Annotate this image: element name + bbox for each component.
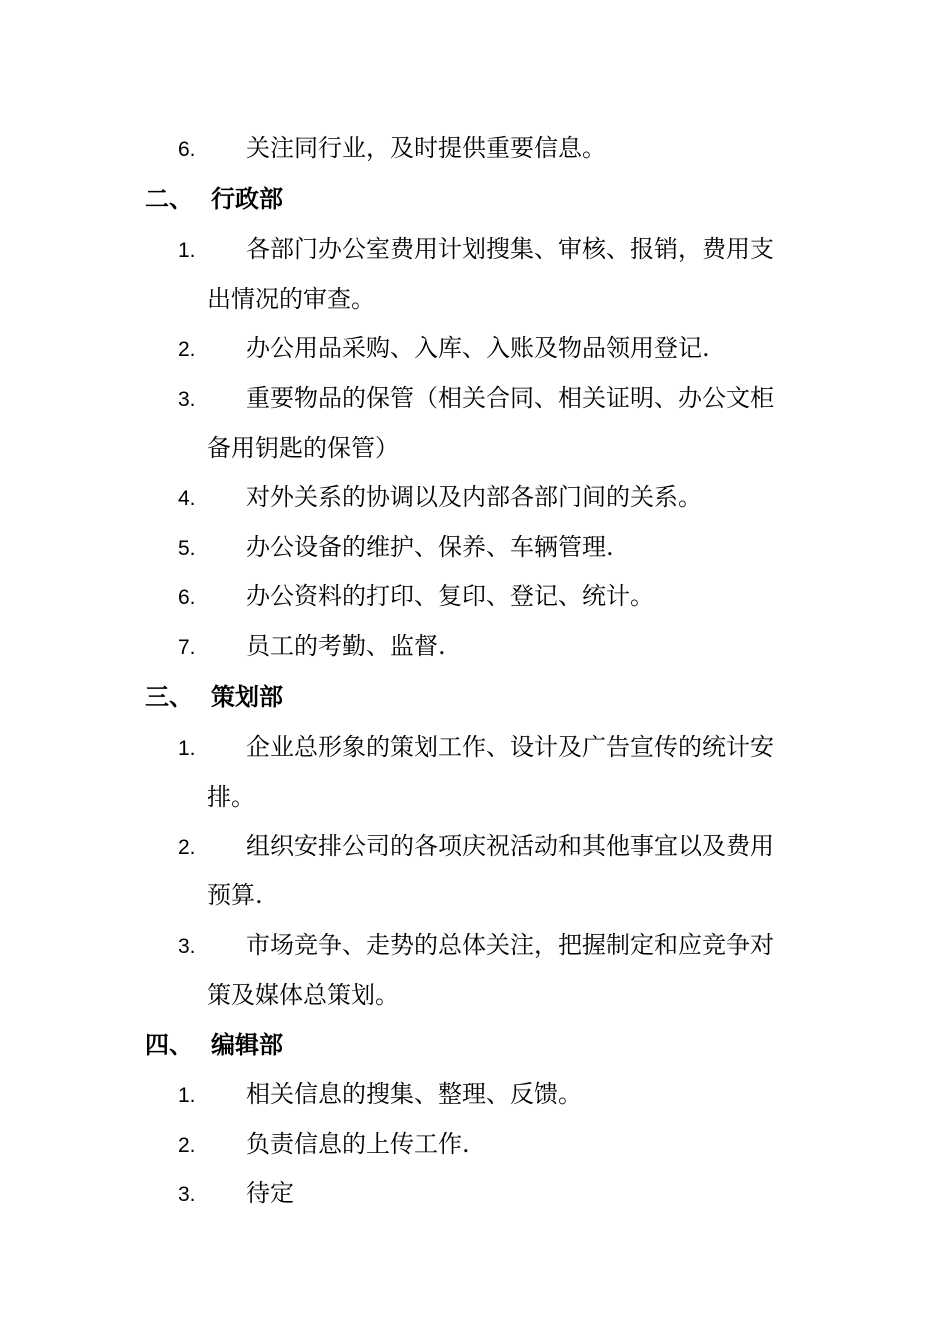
- item-text: 待定: [246, 1179, 294, 1207]
- list-item: [178, 472, 702, 522]
- item-text: 相关信息的搜集、整理、反馈。: [246, 1080, 582, 1108]
- item-number: 6.: [178, 586, 196, 609]
- list-item: [178, 123, 606, 173]
- item-text: 员工的考勤、监督.: [246, 632, 446, 660]
- item-text: 办公设备的维护、保养、车辆管理.: [246, 533, 614, 561]
- item-number: 6.: [178, 138, 196, 161]
- section-heading-admin: [145, 174, 283, 224]
- item-text: 对外关系的协调以及内部各部门间的关系。: [246, 483, 702, 511]
- list-item: [178, 920, 774, 970]
- item-text: 办公用品采购、入库、入账及物品领用登记.: [246, 334, 710, 362]
- list-item-continuation: 出情况的审查。: [207, 285, 375, 313]
- item-number: 1.: [178, 1084, 196, 1107]
- list-item-continuation: 备用钥匙的保管）: [207, 434, 399, 462]
- list-item: [178, 323, 710, 373]
- list-item: [178, 621, 446, 671]
- heading-number: 四、: [145, 1030, 193, 1059]
- list-item: [178, 224, 774, 274]
- item-number: 7.: [178, 636, 196, 659]
- heading-number: 三、: [145, 682, 193, 711]
- item-number: 3.: [178, 1183, 196, 1206]
- list-item-continuation: 排。: [207, 783, 255, 811]
- item-number: 2.: [178, 1134, 196, 1157]
- item-text: 组织安排公司的各项庆祝活动和其他事宜以及费用: [246, 832, 774, 860]
- item-number: 1.: [178, 239, 196, 262]
- item-number: 5.: [178, 537, 196, 560]
- item-text: 关注同行业，及时提供重要信息。: [246, 134, 606, 162]
- list-item: [178, 571, 654, 621]
- item-text: 重要物品的保管（相关合同、相关证明、办公文柜: [246, 384, 774, 412]
- list-item-continuation: 策及媒体总策划。: [207, 981, 399, 1009]
- list-item: [178, 1069, 582, 1119]
- heading-text: 行政部: [211, 184, 283, 213]
- item-text: 市场竞争、走势的总体关注，把握制定和应竞争对: [246, 931, 774, 959]
- item-text: 办公资料的打印、复印、登记、统计。: [246, 582, 654, 610]
- item-number: 2.: [178, 338, 196, 361]
- heading-text: 编辑部: [211, 1030, 283, 1059]
- list-item-continuation: 预算.: [207, 881, 263, 909]
- list-item: [178, 821, 774, 871]
- list-item: [178, 1168, 294, 1218]
- heading-number: 二、: [145, 184, 193, 213]
- item-text: 企业总形象的策划工作、设计及广告宣传的统计安: [246, 733, 774, 761]
- list-item: [178, 373, 774, 423]
- list-item: [178, 1119, 470, 1169]
- item-number: 3.: [178, 935, 196, 958]
- heading-text: 策划部: [211, 682, 283, 711]
- list-item: [178, 722, 774, 772]
- item-number: 4.: [178, 487, 196, 510]
- list-item: [178, 522, 614, 572]
- item-text: 各部门办公室费用计划搜集、审核、报销，费用支: [246, 235, 774, 263]
- item-text: 负责信息的上传工作.: [246, 1130, 470, 1158]
- section-heading-editorial: [145, 1020, 283, 1070]
- item-number: 3.: [178, 388, 196, 411]
- item-number: 1.: [178, 737, 196, 760]
- item-number: 2.: [178, 836, 196, 859]
- section-heading-planning: [145, 672, 283, 722]
